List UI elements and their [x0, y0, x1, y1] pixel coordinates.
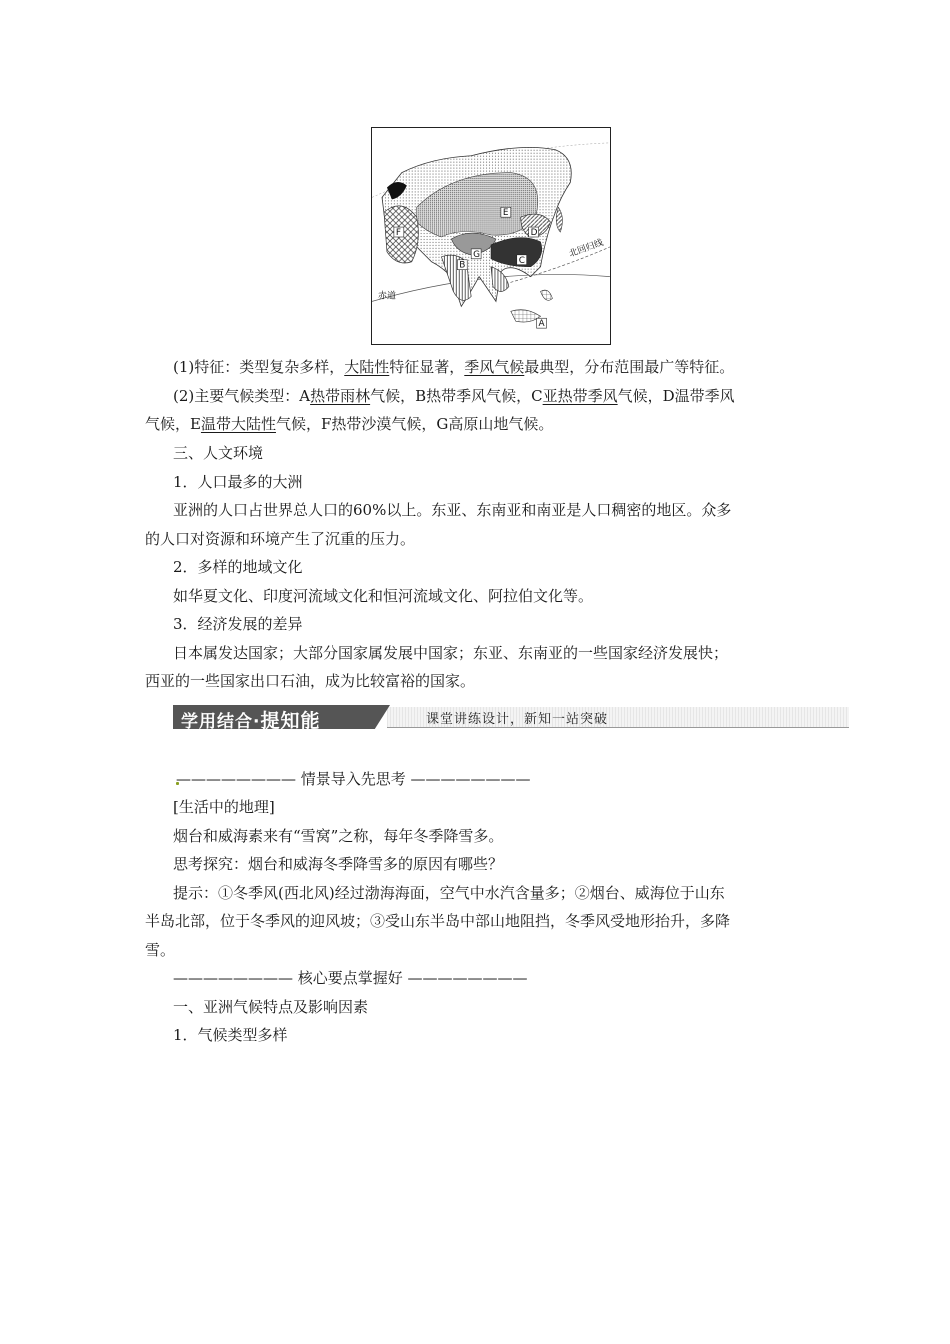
heading-humanities: 三、人文环境 — [173, 444, 264, 462]
region-label-e: E — [502, 208, 509, 219]
asia-climate-map — [371, 127, 611, 345]
text-think-question: 思考探究：烟台和威海冬季降雪多的原因有哪些？ — [173, 855, 504, 873]
subheading-culture: 2．多样的地域文化 — [173, 558, 303, 576]
text-line-economy-2: 西亚的一些国家出口石油，成为比较富裕的国家。 — [145, 672, 476, 690]
text-line-1: (1)特征：类型复杂多样，大陆性特征显著，季风气候最典型，分布范围最广等特征。 — [173, 358, 735, 376]
region-label-g: G — [473, 249, 481, 260]
region-label-b: B — [459, 260, 466, 271]
section-banner — [173, 705, 849, 732]
asia-climate-map-svg — [372, 128, 610, 344]
divider-scenario: ———————— 情景导入先思考 ———————— — [176, 770, 531, 788]
region-label-c: C — [518, 255, 525, 266]
text-line-population-1: 亚洲的人口占世界总人口的60%以上。东亚、东南亚和南亚是人口稠密的地区。众多 — [173, 501, 732, 519]
region-label-a: A — [538, 319, 545, 330]
text-line-population-2: 的人口对资源和环境产生了沉重的压力。 — [145, 530, 416, 548]
heading-climate-factors: 一、亚洲气候特点及影响因素 — [173, 998, 369, 1016]
banner-title: 学用结合·提知能 — [181, 710, 321, 732]
text-line-2: (2)主要气候类型：A热带雨林气候，B热带季风气候，C亚热带季风气候，D温带季风 — [173, 387, 735, 405]
text-line-economy-1: 日本属发达国家；大部分国家属发展中国家；东亚、东南亚的一些国家经济发展快； — [173, 644, 729, 662]
text-hint-3: 雪。 — [145, 941, 176, 959]
region-label-f: F — [395, 228, 402, 239]
text-line-culture: 如华夏文化、印度河流域文化和恒河流域文化、阿拉伯文化等。 — [173, 587, 594, 605]
text-line-3: 气候，E温带大陆性气候，F热带沙漠气候，G高原山地气候。 — [145, 415, 554, 433]
subheading-economy: 3．经济发展的差异 — [173, 615, 303, 633]
banner-subtitle: 课堂讲练设计，新知一站突破 — [426, 712, 609, 727]
text-hint-1: 提示：①冬季风(西北风)经过渤海海面，空气中水汽含量多；②烟台、威海位于山东 — [173, 884, 725, 902]
equator-label: 赤道 — [378, 291, 396, 302]
region-label-d: D — [530, 228, 538, 239]
text-hint-2: 半岛北部，位于冬季风的迎风坡；③受山东半岛中部山地阻挡，冬季风受地形抬升，多降 — [145, 912, 731, 930]
subheading-population: 1．人口最多的大洲 — [173, 473, 303, 491]
divider-key-points: ———————— 核心要点掌握好 ———————— — [173, 969, 528, 987]
subheading-climate-types: 1．气候类型多样 — [173, 1026, 288, 1044]
tropic-label: 北回归线 — [567, 238, 605, 260]
heading-life-geography: [生活中的地理] — [173, 798, 275, 816]
text-snow-nest: 烟台和威海素来有“雪窝”之称，每年冬季降雪多。 — [173, 827, 504, 845]
